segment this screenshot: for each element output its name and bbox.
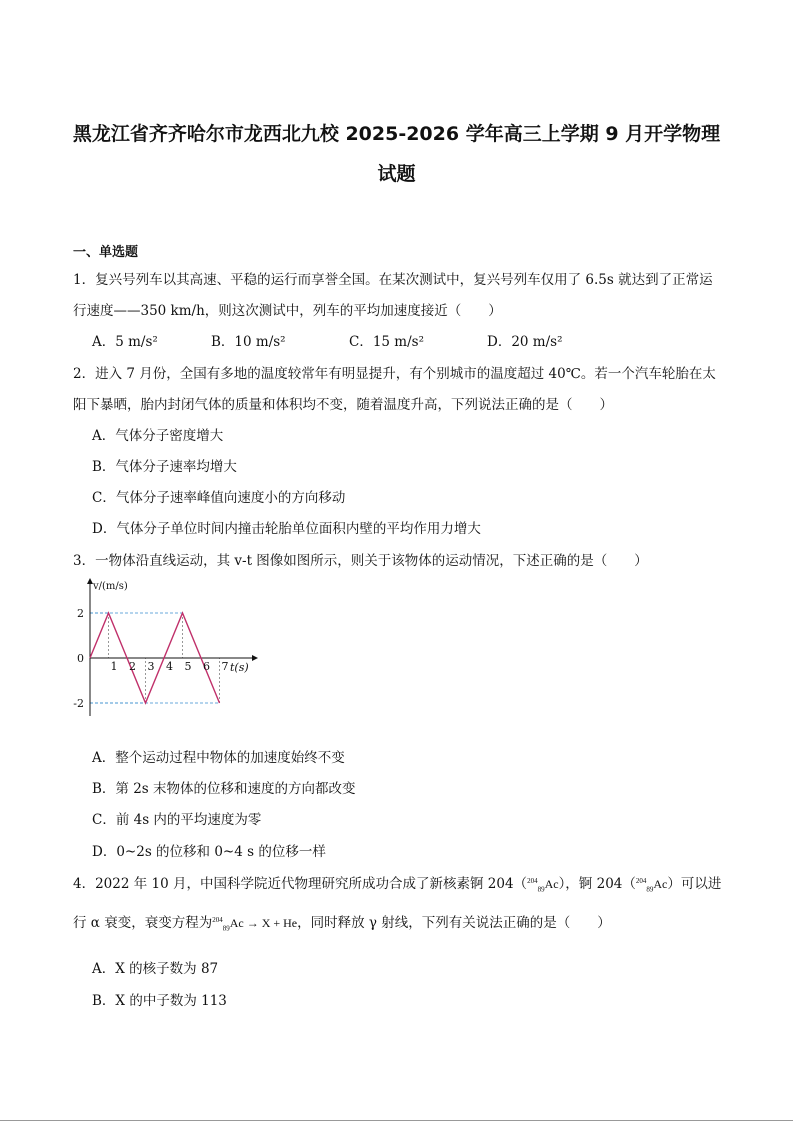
x-tick-label: 6	[203, 660, 210, 673]
x-tick-label: 7	[221, 660, 229, 673]
x-tick-label: 5	[184, 660, 192, 673]
decay-equation: $^{204}_{89}$Ac → X + He	[212, 916, 298, 933]
q3-option-c: C．前 4s 内的平均速度为零	[92, 812, 262, 828]
exam-title-continued: 试题	[377, 163, 416, 185]
q2-option-b: B．气体分子速率均增大	[92, 459, 237, 475]
vt-graph	[70, 576, 270, 721]
nuclide-ac-204-repeat: $^{204}_{89}$Ac	[635, 877, 668, 894]
q4-text-part1: 4．2022 年 10 月，中国科学院近代物理研究所成功合成了新核素锕 204（	[73, 876, 528, 892]
q4-text-part3: ）可以进	[667, 876, 722, 892]
q3-stem: 3．一物体沿直线运动，其 v-t 图像如图所示，则关于该物体的运动情况，下述正确的是（ ）	[73, 553, 648, 569]
q4-stem-line1	[73, 872, 721, 893]
section-title: 一、单选题	[73, 245, 139, 260]
q4-option-a: A．X 的核子数为 87	[92, 961, 219, 977]
q2-stem-line2: 阳下暴晒，胎内封闭气体的质量和体积均不变，随着温度升高，下列说法正确的是（ ）	[73, 397, 613, 413]
q2-option-c: C．气体分子速率峰值向速度小的方向移动	[92, 490, 346, 506]
q2-option-d: D．气体分子单位时间内撞击轮胎单位面积内壁的平均作用力增大	[92, 521, 481, 537]
q3-option-b: B．第 2s 末物体的位移和速度的方向都改变	[92, 781, 356, 797]
x-tick-label: 1	[110, 660, 118, 673]
q1-stem-line2: 行速度——350 km/h，则这次测试中，列车的平均加速度接近（ ）	[73, 303, 502, 319]
y-tick-label: -2	[73, 697, 84, 710]
x-axis-arrow	[252, 655, 258, 661]
q1-stem-line1: 1．复兴号列车以其高速、平稳的运行而享誉全国。在某次测试中，复兴号列车仅用了 6.5s 就达到了正常运	[73, 272, 713, 288]
q4-text-part2: ），锕 204（	[558, 876, 636, 892]
x-axis-label: t(s)	[230, 661, 249, 674]
y-tick-label: 2	[77, 607, 84, 620]
q4-text-part5: ，同时释放 γ 射线，下列有关说法正确的是（ ）	[297, 915, 611, 931]
q1-option-d: D．20 m/s²	[487, 334, 563, 350]
q1-option-a: A．5 m/s²	[92, 334, 158, 350]
y-axis-label: v/(m/s)	[93, 581, 128, 592]
q1-option-b: B．10 m/s²	[211, 334, 286, 350]
nuclide-ac-204: $^{204}_{89}$Ac	[527, 877, 559, 894]
q4-text-part4: 行 α 衰变，衰变方程为	[73, 915, 213, 931]
x-tick-label: 3	[147, 660, 155, 673]
x-tick-label: 4	[166, 660, 173, 673]
x-tick-label: 2	[129, 660, 136, 673]
exam-title: 黑龙江省齐齐哈尔市龙西北九校 2025-2026 学年高三上学期 9 月开学物理	[72, 123, 721, 145]
q4-stem-line2	[73, 911, 611, 932]
q3-option-d: D．0~2s 的位移和 0~4 s 的位移一样	[92, 844, 326, 860]
y-tick-label: 0	[77, 652, 84, 665]
q2-option-a: A．气体分子密度增大	[92, 428, 224, 444]
q3-option-a: A．整个运动过程中物体的加速度始终不变	[92, 750, 345, 766]
q4-option-b: B．X 的中子数为 113	[92, 993, 227, 1009]
q1-option-c: C．15 m/s²	[349, 334, 424, 350]
page-bottom-rule	[0, 1120, 793, 1121]
q2-stem-line1: 2．进入 7 月份，全国有多地的温度较常年有明显提升，有个别城市的温度超过 40℃。若一个汽车轮胎在太	[73, 366, 716, 382]
